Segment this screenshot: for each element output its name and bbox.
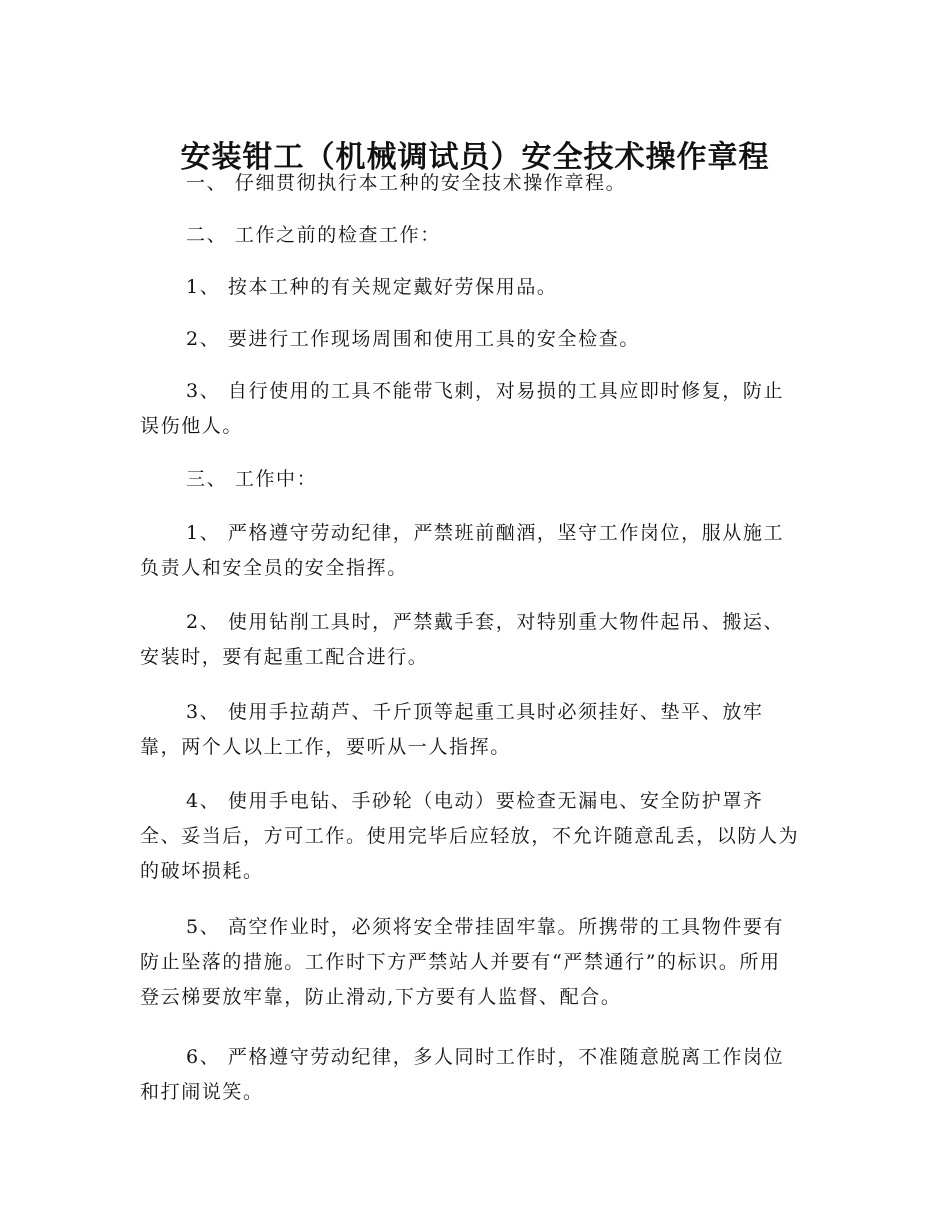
document-title: 安装钳工（机械调试员）安全技术操作章程	[180, 140, 770, 176]
paragraph-3: 1、 按本工种的有关规定戴好劳保用品。	[186, 276, 558, 298]
paragraph-2: 二、 工作之前的检查工作：	[186, 224, 441, 246]
paragraph-11: 5、 高空作业时，必须将安全带挂固牢靠。所携带的工具物件要有防止坠落的措施。工作时下方严禁站人并要有“严禁通行”的标识。所用登云梯要放牢靠，防止滑动,下方要有人监督、配合。	[140, 916, 785, 1008]
paragraph-4: 2、 要进行工作现场周围和使用工具的安全检查。	[186, 328, 640, 350]
paragraph-6: 三、 工作中：	[186, 468, 318, 490]
paragraph-7: 1、 严格遵守劳动纪律，严禁班前酗酒，坚守工作岗位，服从施工负责人和安全员的安全指挥。	[140, 522, 785, 579]
paragraph-9: 3、 使用手拉葫芦、千斤顶等起重工具时必须挂好、垫平、放牢靠，两个人以上工作，要听从一人指挥。	[140, 701, 764, 758]
paragraph-1: 一、 仔细贯彻执行本工种的安全技术操作章程。	[186, 172, 627, 194]
paragraph-5: 3、 自行使用的工具不能带飞刺，对易损的工具应即时修复，防止误伤他人。	[140, 380, 785, 437]
paragraph-10: 4、 使用手电钻、手砂轮（电动）要检查无漏电、安全防护罩齐全、妥当后，方可工作。使用完毕后应轻放，不允许随意乱丢，以防人为的破坏损耗。	[140, 790, 800, 882]
paragraph-12: 6、 严格遵守劳动纪律，多人同时工作时，不准随意脱离工作岗位和打闹说笑。	[140, 1046, 785, 1103]
paragraph-8: 2、 使用钻削工具时，严禁戴手套，对特别重大物件起吊、搬运、安装时，要有起重工配合进行。	[140, 611, 785, 668]
